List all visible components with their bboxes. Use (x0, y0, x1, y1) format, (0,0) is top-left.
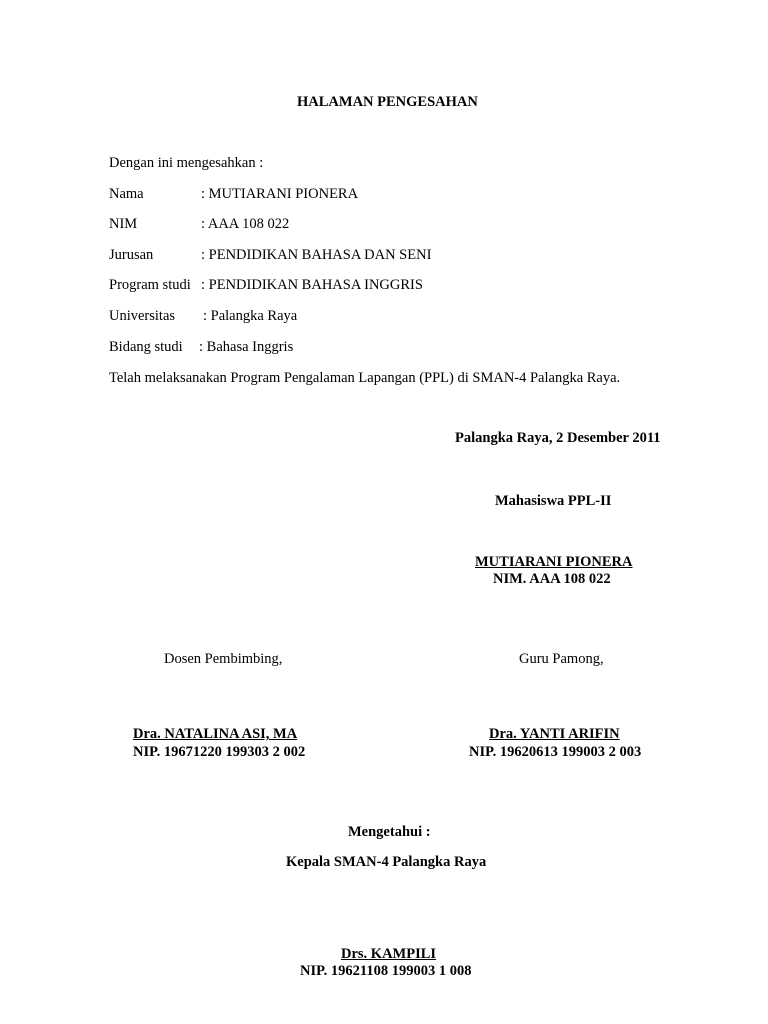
supervisor-id: NIP. 19671220 199303 2 002 (133, 744, 306, 760)
place-date: Palangka Raya, 2 Desember 2011 (455, 430, 661, 446)
mentor-name: Dra. YANTI ARIFIN (489, 726, 620, 742)
mentor-id: NIP. 19620613 199003 2 003 (469, 744, 642, 760)
field-label: Universitas (109, 308, 176, 324)
field-label: Program studi (109, 277, 191, 293)
principal-role: Kepala SMAN-4 Palangka Raya (286, 854, 487, 870)
principal-name: Drs. KAMPILI (341, 946, 437, 962)
field-label: Bidang studi (109, 339, 183, 355)
field-label: Nama (109, 186, 144, 202)
statement-text: Telah melaksanakan Program Pengalaman Lapangan (PPL) di SMAN-4 Palangka Raya. (109, 370, 621, 386)
field-value: : AAA 108 022 (201, 216, 290, 232)
supervisor-name: Dra. NATALINA ASI, MA (133, 726, 298, 742)
field-value: : Palangka Raya (203, 308, 298, 324)
field-value: : PENDIDIKAN BAHASA DAN SENI (201, 247, 432, 263)
field-label: Jurusan (109, 247, 154, 263)
principal-id: NIP. 19621108 199003 1 008 (300, 963, 472, 979)
student-name: MUTIARANI PIONERA (475, 554, 633, 570)
acknowledge-label: Mengetahui : (348, 824, 431, 840)
intro-text: Dengan ini mengesahkan : (109, 155, 264, 171)
student-id: NIM. AAA 108 022 (493, 571, 611, 587)
mentor-role: Guru Pamong, (519, 651, 604, 667)
field-label: NIM (109, 216, 138, 232)
student-role: Mahasiswa PPL-II (495, 493, 612, 509)
field-value: : PENDIDIKAN BAHASA INGGRIS (201, 277, 423, 293)
page-title: HALAMAN PENGESAHAN (297, 94, 478, 110)
supervisor-role: Dosen Pembimbing, (164, 651, 283, 667)
field-value: : Bahasa Inggris (199, 339, 294, 355)
field-value: : MUTIARANI PIONERA (201, 186, 359, 202)
